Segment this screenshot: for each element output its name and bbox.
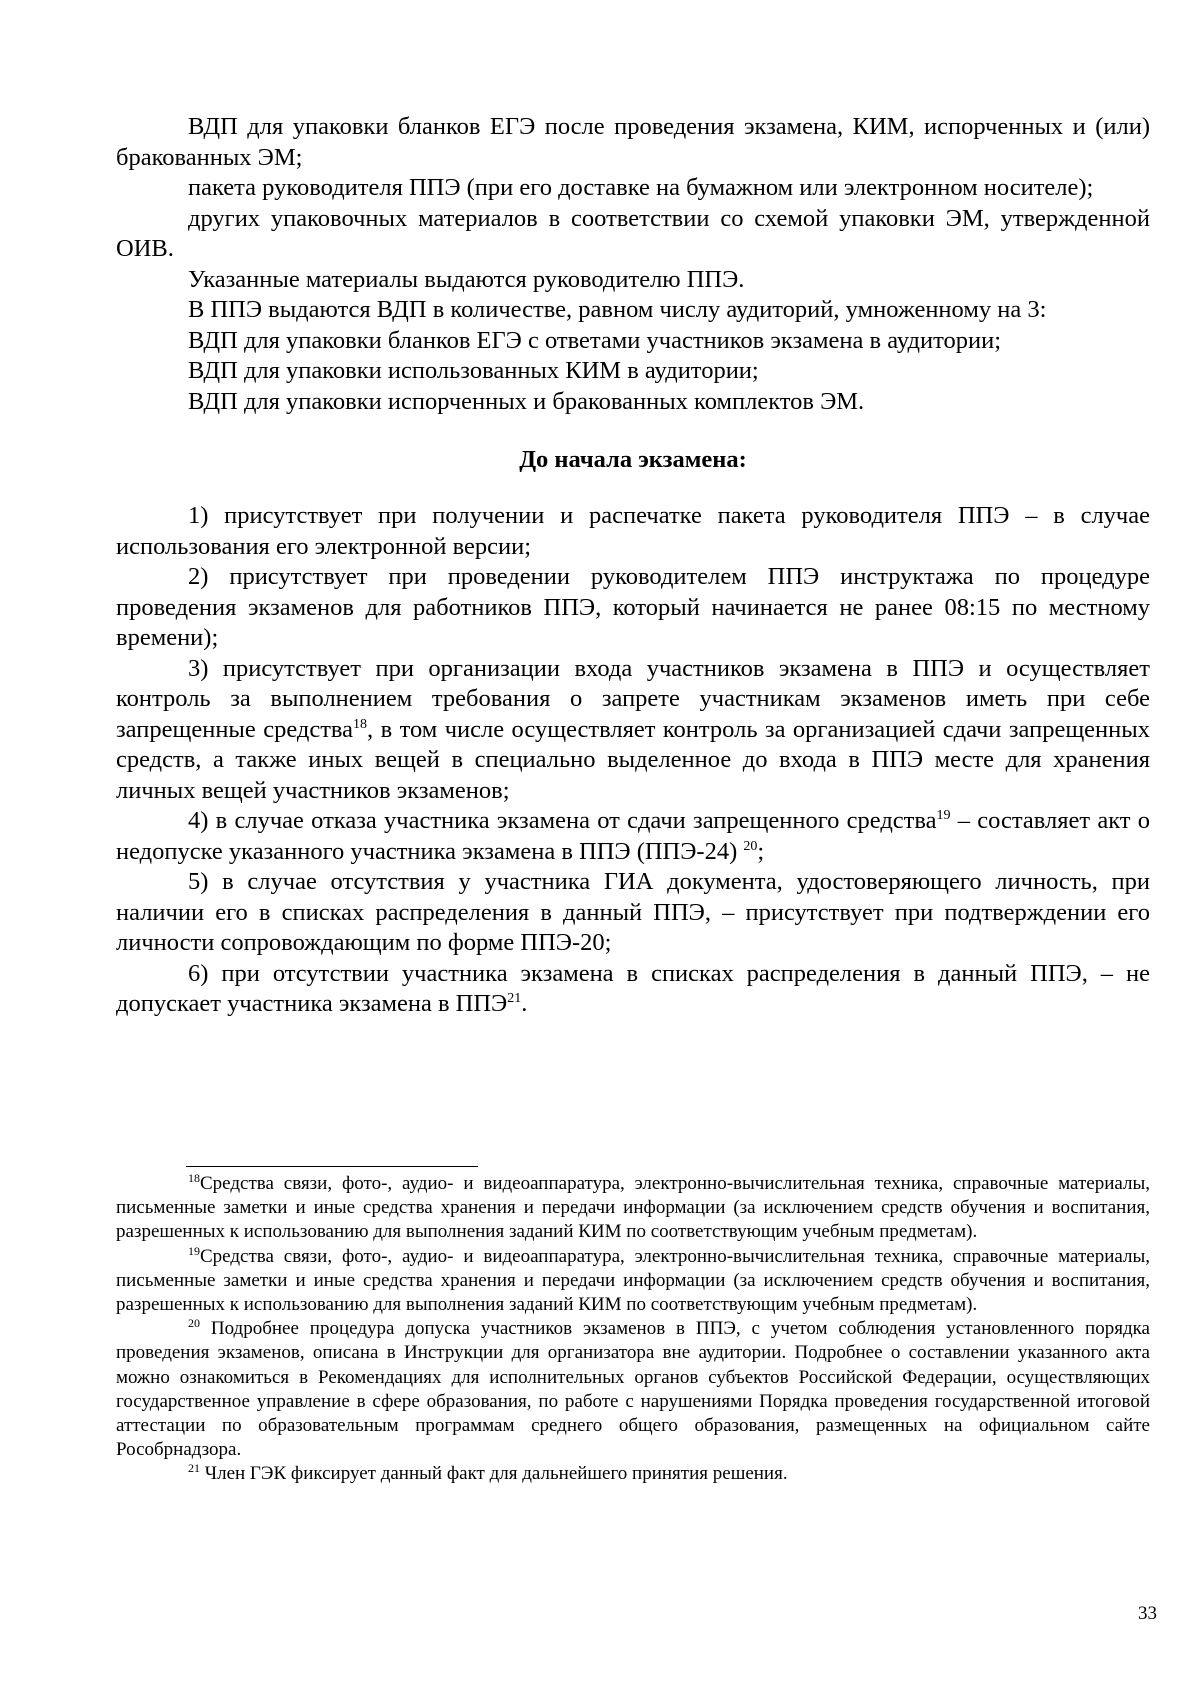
footnote-text: Член ГЭК фиксирует данный факт для дальнейшего принятия решения. (200, 1463, 788, 1485)
footnote-text: Подробнее процедура допуска участников экзаменов в ППЭ, с учетом соблюдения установленного порядка проведения экзаменов, описана в Инструкции для организатора вне аудитории. Подробнее о составлении указанного акта можно ознакомиться в Рекомендациях для исполнительных органов субъектов Российской Федерации, осуществляющих государственное управление в сфере образования, по работе с нарушениями Порядка проведения государственной итоговой аттестации по образовательным программам среднего общего образования, размещенных на официальном сайте Рособрнадзора. (116, 1318, 1150, 1461)
footnote-ref-18: 18 (353, 716, 368, 732)
list-item-4 (116, 806, 1150, 867)
footnote-number: 19 (188, 1243, 200, 1258)
intro-paragraph-4: Указанные материалы выдаются руководителю ППЭ. (188, 265, 745, 293)
document-body (116, 112, 1150, 1020)
footnote-19 (116, 1245, 1150, 1318)
footnote-text: Средства связи, фото-, аудио- и видеоаппаратура, электронно-вычислительная техника, справочные материалы, письменные заметки и иные средства хранения и передачи информации (за исключением средств обучения и воспитания, разрешенных к использованию для выполнения заданий КИМ по соответствующим учебным предметам). (116, 1173, 1150, 1243)
list-item-4-text-start: 4) в случае отказа участника экзамена от сдачи запрещенного средства (188, 807, 937, 834)
list-item-6-text-end: . (521, 990, 528, 1017)
list-item-6 (116, 959, 1150, 1020)
list-item-3-text-end: , в том числе осуществляет контроль за организацией сдачи запрещенных средств, а также иных вещей в специально выделенное до входа в ППЭ месте для хранения личных вещей участников экзаменов; (116, 715, 1150, 804)
footnote-ref-20: 20 (743, 838, 758, 854)
footnote-number: 18 (188, 1170, 200, 1185)
list-item-2: 2) присутствует при проведении руководителем ППЭ инструктажа по процедуре проведения экзаменов для работников ППЭ, который начинается не ранее 08:15 по местному времени); (116, 563, 1150, 651)
intro-paragraph-6: ВДП для упаковки бланков ЕГЭ с ответами участников экзамена в аудитории; (188, 326, 1002, 354)
footnote-separator (186, 1166, 478, 1167)
section-heading: До начала экзамена: (519, 446, 747, 473)
footnote-20 (116, 1317, 1150, 1462)
intro-paragraph-5: В ППЭ выдаются ВДП в количестве, равном числу аудиторий, умноженному на 3: (188, 296, 1047, 323)
list-item-5: 5) в случае отсутствия у участника ГИА документа, удостоверяющего личность, при наличии его в списках распределения в данный ППЭ, – присутствует при подтверждении его личности сопровождающим по форме ППЭ-20; (116, 868, 1150, 956)
list-item-3-text-start: 3) присутствует при организации входа участников экзамена в ППЭ и осуществляет контроль за выполнением требования о запрете участникам экзаменов иметь при себе запрещенные средства (116, 654, 1150, 743)
footnote-21 (116, 1462, 1150, 1486)
footnote-number: 20 (188, 1316, 200, 1331)
list-item-4-text-end: ; (757, 837, 765, 865)
intro-paragraph-2: пакета руководителя ППЭ (при его доставке на бумажном или электронном носителе); (188, 174, 1094, 201)
footnote-text: Средства связи, фото-, аудио- и видеоаппаратура, электронно-вычислительная техника, справочные материалы, письменные заметки и иные средства хранения и передачи информации (за исключением средств обучения и воспитания, разрешенных к использованию для выполнения заданий КИМ по соответствующим учебным предметам). (116, 1245, 1150, 1316)
footnote-ref-19: 19 (936, 807, 951, 823)
intro-paragraph-3: других упаковочных материалов в соответствии со схемой упаковки ЭМ, утвержденной ОИВ. (116, 204, 1150, 262)
page-number: 33 (1138, 1603, 1157, 1624)
list-item-3 (116, 654, 1150, 807)
footnote-18 (116, 1172, 1150, 1245)
intro-paragraph-8: ВДП для упаковки испорченных и бракованных комплектов ЭМ. (188, 387, 865, 415)
list-item-6-text-start: 6) при отсутствии участника экзамена в списках распределения в данный ППЭ, – не допускает участника экзамена в ППЭ (116, 959, 1150, 1017)
footnote-number: 21 (188, 1461, 200, 1476)
footnotes (116, 1172, 1150, 1487)
intro-paragraph-1: ВДП для упаковки бланков ЕГЭ после проведения экзамена, КИМ, испорченных и (или) бракованных ЭМ; (116, 113, 1150, 171)
list-item-4-text-middle: – составляет акт о недопуске указанного участника экзамена в ППЭ (ППЭ-24) (116, 807, 1150, 865)
footnote-ref-21: 21 (507, 990, 522, 1006)
list-item-1: 1) присутствует при получении и распечатке пакета руководителя ППЭ – в случае использования его электронной версии; (116, 502, 1150, 560)
intro-paragraph-7: ВДП для упаковки использованных КИМ в аудитории; (188, 357, 759, 384)
